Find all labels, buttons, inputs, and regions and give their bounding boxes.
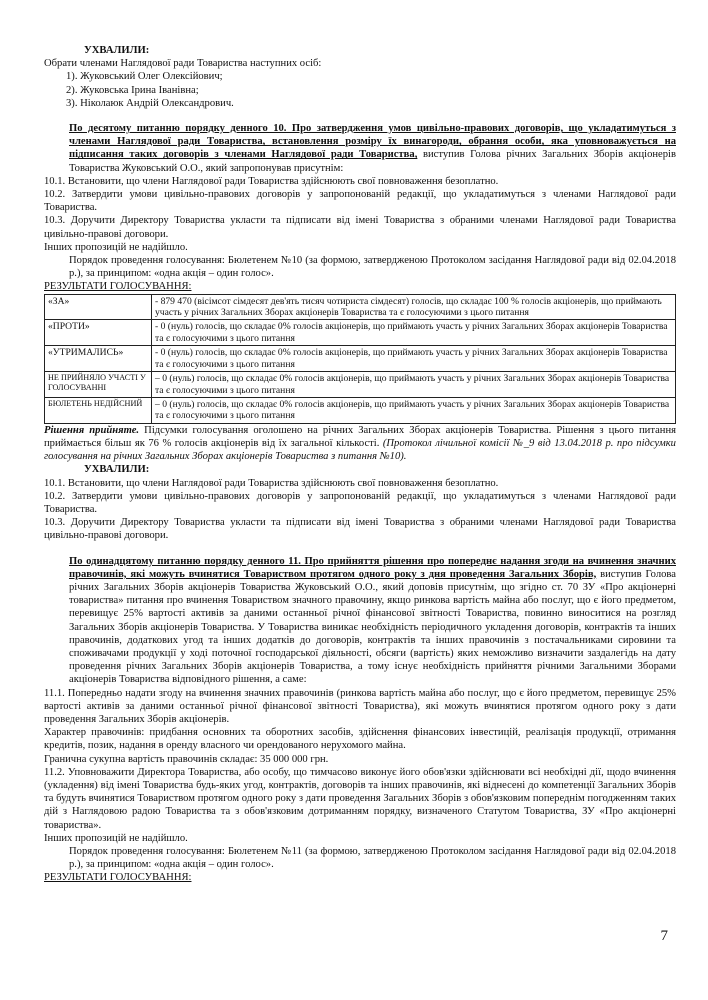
q10-paragraph xyxy=(44,122,676,175)
q11-no-other: Інших пропозицій не надійшло. xyxy=(44,832,188,844)
q10-no-other: Інших пропозицій не надійшло. xyxy=(44,241,188,253)
decision-bold: Рішення прийняте. xyxy=(44,424,140,436)
table-row xyxy=(45,397,676,423)
member-item: 1). Жуковський Олег Олексійович; xyxy=(66,71,223,83)
vote-label: БЮЛЕТЕНЬ НЕДІЙСНИЙ xyxy=(45,397,152,423)
q10-results-label: РЕЗУЛЬТАТИ ГОЛОСУВАННЯ: xyxy=(44,281,192,293)
q10-resolution-2: 10.2. Затвердити умови цивільно-правових договорів у запропонованій редакції, що укладатимуться з членами Наглядової ради Товариства. xyxy=(44,490,676,515)
q11-title: По одинадцятому питанню порядку денного 11. Про прийняття рішення про попереднє надання згоди на вчинення значних правочинів, які можуть вчинятися Товариством протягом одного року з дня проведення Загальних Зборів, xyxy=(69,555,676,580)
table-row xyxy=(45,372,676,398)
vote-text: – 0 (нуль) голосів, що складає 0% голосів акціонерів, що приймають участь у річних Загальних Зборах акціонерів Товариства та є голосуючими з цього питання xyxy=(152,397,676,423)
q11-limit: Гранична сукупна вартість правочинів складає: 35 000 000 грн. xyxy=(44,753,329,765)
board-intro: Обрати членами Наглядової ради Товариства наступних осіб: xyxy=(44,58,322,70)
vote-label: «УТРИМАЛИСЬ» xyxy=(45,346,152,372)
vote-text: - 0 (нуль) голосів, що складає 0% голосів акціонерів, що приймають участь у річних Загальних Зборах акціонерів Товариства та є голосуючими з цього питання xyxy=(152,320,676,346)
q11-proposal-1: 11.1. Попередньо надати згоду на вчинення значних правочинів (ринкова вартість майна або послуг, що є його предметом, перевищує 25% вартості активів за даними останньої річної фінансової звітності Товариства), які можуть вчинятися протягом одного року з дати проведення Загальних Зборів акціонерів. xyxy=(44,687,676,725)
table-row xyxy=(45,320,676,346)
vote-text: – 0 (нуль) голосів, що складає 0% голосів акціонерів, що приймають участь у річних Загальних Зборах акціонерів Товариства та є голосуючими з цього питання xyxy=(152,372,676,398)
vote-label: «ПРОТИ» xyxy=(45,320,152,346)
q11-paragraph xyxy=(44,555,676,687)
resolved-heading: УХВАЛИЛИ: xyxy=(84,464,150,476)
q11-results-label: РЕЗУЛЬТАТИ ГОЛОСУВАННЯ: xyxy=(44,872,192,884)
q11-procedure: Порядок проведення голосування: Бюлетенем №11 (за формою, затвердженою Протоколом засідання Наглядової ради від 02.04.2018 р.), за принципом: «одна акція – один голос». xyxy=(69,846,676,871)
resolved-heading: УХВАЛИЛИ: xyxy=(84,45,150,56)
q10-votes-table xyxy=(44,294,676,424)
vote-label: «ЗА» xyxy=(45,294,152,320)
q11-character: Характер правочинів: придбання основних та оборотних засобів, здійснення фінансових інвестицій, реалізація продукції, отримання кредитів, позик, надання в оренду власного чи орендованого нерухомого майна. xyxy=(44,727,676,752)
q11-title-rest: виступив Голова річних Загальних Зборів акціонерів Товариства Жуковський О.О., який доповів присутнім, що згідно ст. 70 ЗУ «Про акціонерні товариства» питання про вчинення Товариством значного правочину, якщо ринкова вартість майна або послуг, що є його предметом, перевищує 25% вартості активів за даними останньої річної фінансової звітності Товариства, повинно виноситися на розгляд Загальних Зборів акціонерів Товариства. У Товариства виникає необхідність періодичного укладення договорів, контрактів та інших правочинів, додаткових угод та інших додатків до договорів, контрактів та інших правочинів з постачальниками сировини та споживачами продукції у ході поточної господарської діяльності, обсяги (вартість) яких неможливо визначити заздалегідь на дату проведення річних Загальних Зборів акціонерів Товариства, а тому існує необхідність прийняття річними Загальними Зборами акціонерів Товариства відповідного рішення, а саме: xyxy=(69,568,676,686)
q10-resolution-3: 10.3. Доручити Директору Товариства укласти та підписати від імені Товариства з обраними членами Наглядової ради Товариства цивільно-правові договори. xyxy=(44,517,676,542)
page-number: 7 xyxy=(660,928,668,944)
decision-italic: (Протокол лічильної комісії №_9 від 13.04.2018 р. про підсумки голосування на річних Загальних Зборах акціонерів Товариства з питання №10). xyxy=(44,437,676,463)
page-content xyxy=(44,44,676,885)
vote-label: НЕ ПРИЙНЯЛО УЧАСТІ У ГОЛОСУВАННІ xyxy=(45,372,152,398)
decision-text: Підсумки голосування оголошено на річних Загальних Зборах акціонерів Товариства. Рішення з цього питання приймається більш як 76 % голосів акціонерів від їх загальної кількості. xyxy=(44,424,676,449)
table-row xyxy=(45,294,676,320)
vote-text: - 879 470 (вісімсот сімдесят дев'ять тисяч чотириста сімдесят) голосів, що складає 100 % голосів акціонерів, що приймають участь у річних Загальних Зборах акціонерів Товариства та є голосуючими з цього питання xyxy=(152,294,676,320)
member-item: 2). Жуковська Ірина Іванівна; xyxy=(66,84,199,96)
q10-title-rest: виступив Голова річних Загальних Зборів акціонерів Товариства Жуковський О.О., який запропонував присутнім: xyxy=(69,149,676,174)
q10-proposal-1: 10.1. Встановити, що члени Наглядової ради Товариства здійснюють свої повноваження безоплатно. xyxy=(44,175,499,187)
q10-proposal-3: 10.3. Доручити Директору Товариства укласти та підписати від імені Товариства з обраними членами Наглядової ради Товариства цивільно-правові договори. xyxy=(44,215,676,240)
member-item: 3). Ніколаюк Андрій Олександрович. xyxy=(66,97,234,109)
vote-text: - 0 (нуль) голосів, що складає 0% голосів акціонерів, що приймають участь у річних Загальних Зборах акціонерів Товариства та є голосуючими з цього питання xyxy=(152,346,676,372)
q10-title: По десятому питанню порядку денного 10. Про затвердження умов цивільно-правових договорів, що укладатимуться з членами Наглядової ради Товариства, встановлення розміру їх винагороди, обрання особи, яка уповноважується на підписання таких договорів з членами Наглядової ради Товариства, xyxy=(69,123,676,161)
q11-proposal-2: 11.2. Уповноважити Директора Товариства, або особу, що тимчасово виконує його обов'язки здійснювати всі необхідні дії, щодо вчинення (укладення) від імені Товариства будь-яких угод, контрактів, договорів та інших правочинів, які віднесені до компетенції Загальних Зборів та будуть вчинятися Товариством протягом одного року з дати проведення Загальних Зборів з обов'язковим попереднім погодженням таких дій з Наглядовою радою Товариства та з обов'язковим дотриманням порядку, визначеного Статутом Товариства, ЗУ «Про акціонерні товариства». xyxy=(44,766,676,831)
q10-procedure: Порядок проведення голосування: Бюлетенем №10 (за формою, затвердженою Протоколом засідання Наглядової ради від 02.04.2018 р.), за принципом: «одна акція – один голос». xyxy=(69,255,676,280)
q10-resolution-1: 10.1. Встановити, що члени Наглядової ради Товариства здійснюють свої повноваження безоплатно. xyxy=(44,477,499,489)
q10-decision xyxy=(44,424,676,464)
table-row xyxy=(45,346,676,372)
q10-proposal-2: 10.2. Затвердити умови цивільно-правових договорів у запропонованій редакції, що укладатимуться з членами Наглядової ради Товариства. xyxy=(44,189,676,214)
